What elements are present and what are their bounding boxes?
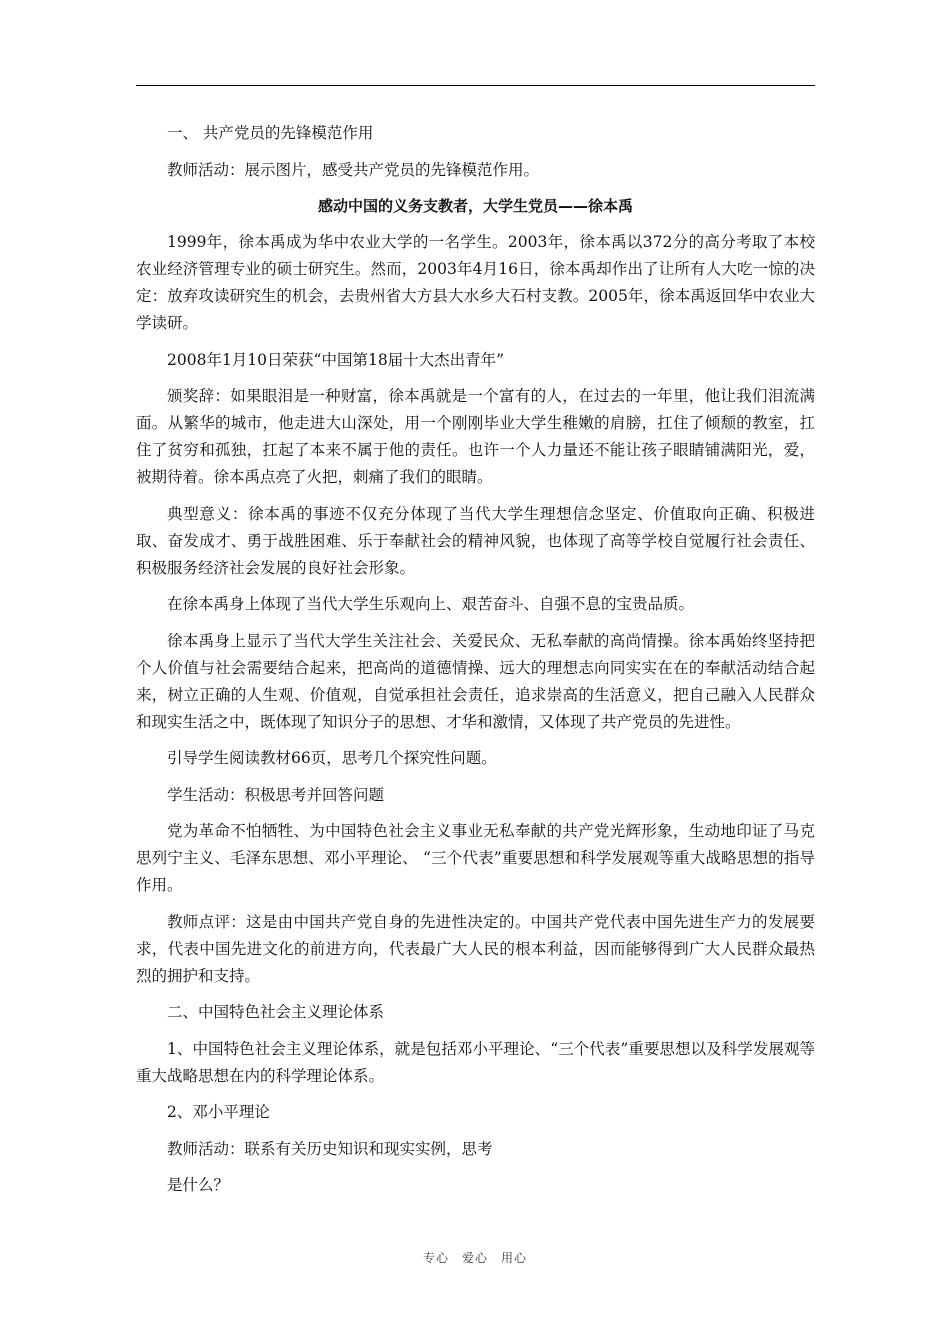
- qualities-paragraph: 在徐本禹身上体现了当代大学生乐观向上、艰苦奋斗、自强不息的宝贵品质。: [167, 595, 695, 613]
- document-body: [136, 120, 815, 1209]
- article-title: 感动中国的义务支教者，大学生党员——徐本禹: [317, 197, 633, 215]
- significance-paragraph: 典型意义：徐本禹的事迹不仅充分体现了当代大学生理想信念坚定、价值取向正确、积极进取、奋发成才、勇于战胜困难、乐于奉献社会的精神风貌，也体现了高等学校自觉履行社会责任、积极服务经济社会发展的良好社会形象。: [136, 504, 815, 577]
- page-footer: 专心 爱心 用心: [422, 1251, 527, 1265]
- citation-paragraph: 颁奖辞：如果眼泪是一种财富，徐本禹就是一个富有的人，在过去的一年里，他让我们泪流满面。从繁华的城市，他走进大山深处，用一个刚刚毕业大学生稚嫩的肩膀，扛住了倾颓的教室，扛住了贫穷和孤独，扛起了本来不属于他的责任。也许一个人力量还不能让孩子眼睛铺满阳光，爱，被期待着。徐本禹点亮了火把，刺痛了我们的眼睛。: [136, 387, 815, 486]
- section-heading-1: 一、 共产党员的先锋模范作用: [167, 124, 374, 142]
- deng-theory-heading: 2、邓小平理论: [167, 1103, 270, 1121]
- sentiment-paragraph: 徐本禹身上显示了当代大学生关注社会、关爱民众、无私奉献的高尚情操。徐本禹始终坚持把个人价值与社会需要结合起来，把高尚的道德情操、远大的理想志向同实实在在的奉献活动结合起来，树立正确的人生观、价值观，自觉承担社会责任，追求崇高的生活意义，把自己融入人民群众和现实生活之中，既体现了知识分子的思想、才华和激情，又体现了共产党员的先进性。: [136, 631, 815, 731]
- guide-reading-paragraph: 引导学生阅读教材66页，思考几个探究性问题。: [167, 749, 497, 767]
- award-paragraph: 2008年1月10日荣获“中国第18届十大杰出青年”: [167, 350, 505, 369]
- teacher-activity-2-paragraph: 教师活动：联系有关历史知识和现实实例，思考: [167, 1139, 493, 1158]
- question-paragraph: 是什么？: [167, 1176, 230, 1194]
- teacher-activity-paragraph: 教师活动：展示图片，感受共产党员的先锋模范作用。: [167, 160, 540, 179]
- teacher-comment-paragraph: 教师点评：这是由中国共产党自身的先进性决定的。中国共产党代表中国先进生产力的发展要求，代表中国先进文化的前进方向，代表最广大人民的根本利益，因而能够得到广大人民群众最热烈的拥护和支持。: [136, 912, 815, 985]
- header-rule: [136, 85, 815, 86]
- section-heading-2: 二、中国特色社会主义理论体系: [167, 1003, 385, 1021]
- student-activity-paragraph: 学生活动：积极思考并回答问题: [167, 785, 385, 804]
- party-image-paragraph: 党为革命不怕牺牲、为中国特色社会主义事业无私奉献的共产党光辉形象，生动地印证了马克思列宁主义、毛泽东思想、邓小平理论、 “三个代表”重要思想和科学发展观等重大战略思想的指导作用。: [136, 822, 815, 894]
- theory-system-paragraph: 1、中国特色社会主义理论体系，就是包括邓小平理论、“三个代表”重要思想以及科学发展观等重大战略思想在内的科学理论体系。: [136, 1039, 815, 1085]
- bio-paragraph: 1999年，徐本禹成为华中农业大学的一名学生。2003年，徐本禹以372分的高分考取了本校农业经济管理专业的硕士研究生。然而，2003年4月16日，徐本禹却作出了让所有人大吃一惊的决定：放弃攻读研究生的机会，去贵州省大方县大水乡大石村支教。2005年，徐本禹返回华中农业大学读研。: [136, 233, 815, 332]
